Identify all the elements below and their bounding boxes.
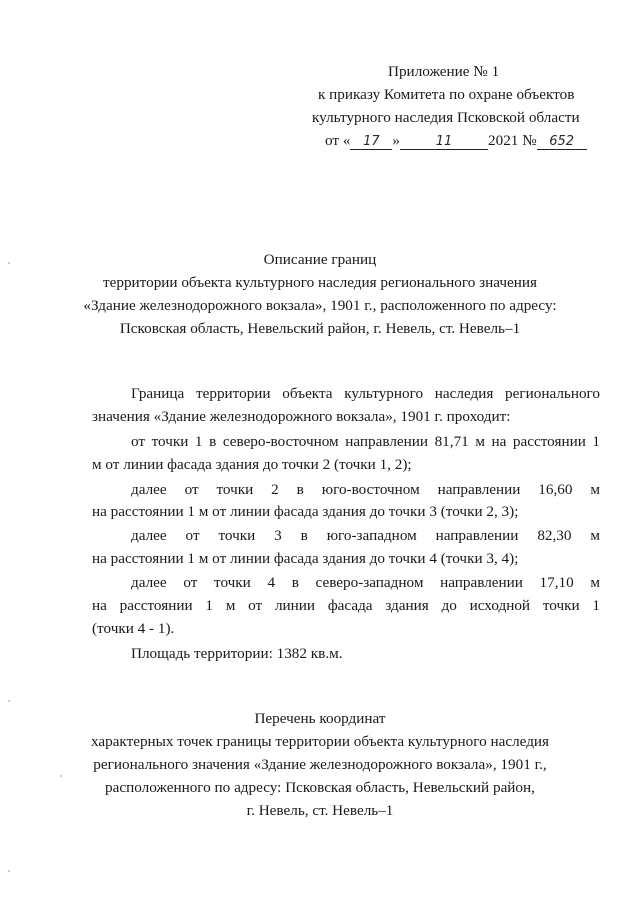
paragraph-5-line1: далее от точки 4 в северо-западном направлении 17,10 м [131, 574, 600, 591]
title-description-line4: Псковская область, Невельский район, г. Невель, ст. Невель–1 [119, 320, 521, 337]
scan-speck [8, 870, 10, 872]
appendix-label: Приложение № 1 [388, 63, 500, 80]
order-number-handwritten: 652 [549, 134, 575, 149]
title-description-line3: «Здание железнодорожного вокзала», 1901 г., расположенного по адресу: [83, 297, 557, 314]
year-and-number-label: 2021 № [488, 132, 537, 149]
date-month-handwritten: 11 [435, 134, 453, 149]
title-coordinates-line3: регионального значения «Здание железнодорожного вокзала», 1901 г., [93, 756, 547, 773]
paragraph-5-line3: (точки 4 - 1). [92, 620, 175, 637]
scan-speck [8, 262, 10, 264]
order-ref-line: к приказу Комитета по охране объектов [318, 86, 575, 103]
title-description-line2: территории объекта культурного наследия регионального значения [102, 274, 538, 291]
date-month-field [400, 133, 488, 150]
date-day-field [350, 133, 392, 150]
date-day-handwritten: 17 [363, 134, 380, 149]
order-date-line [325, 132, 587, 150]
paragraph-3-line1: далее от точки 2 в юго-восточном направлении 16,60 м [131, 481, 600, 498]
paragraph-4-line2: на расстоянии 1 м от линии фасада здания до точки 4 (точки 3, 4); [92, 550, 519, 567]
paragraph-2-line2: м от линии фасада здания до точки 2 (точки 1, 2); [92, 456, 412, 473]
paragraph-3-line2: на расстоянии 1 м от линии фасада здания до точки 3 (точки 2, 3); [92, 503, 519, 520]
paragraph-5-line2: на расстоянии 1 м от линии фасада здания до исходной точки 1 [92, 597, 600, 614]
date-prefix: от « [325, 132, 351, 149]
title-description-borders: Описание границ [263, 251, 377, 268]
title-coordinates-line2: характерных точек границы территории объекта культурного наследия [90, 733, 550, 750]
title-coordinates-line4: расположенного по адресу: Псковская область, Невельский район, [105, 779, 535, 796]
paragraph-2-line1: от точки 1 в северо-восточном направлении 81,71 м на расстоянии 1 [131, 433, 600, 450]
committee-line: культурного наследия Псковской области [312, 109, 580, 126]
scan-speck [60, 775, 62, 777]
title-coordinates-list: Перечень координат [254, 710, 386, 727]
title-coordinates-line5: г. Невель, ст. Невель–1 [246, 802, 394, 819]
date-mid: » [392, 132, 401, 149]
order-number-field [537, 133, 587, 150]
paragraph-1-line2: значения «Здание железнодорожного вокзала», 1901 г. проходит: [92, 408, 511, 425]
paragraph-1-line1: Граница территории объекта культурного наследия регионального [131, 385, 600, 402]
scan-speck [8, 700, 10, 702]
area-statement: Площадь территории: 1382 кв.м. [131, 645, 343, 662]
paragraph-4-line1: далее от точки 3 в юго-западном направлении 82,30 м [131, 527, 600, 544]
